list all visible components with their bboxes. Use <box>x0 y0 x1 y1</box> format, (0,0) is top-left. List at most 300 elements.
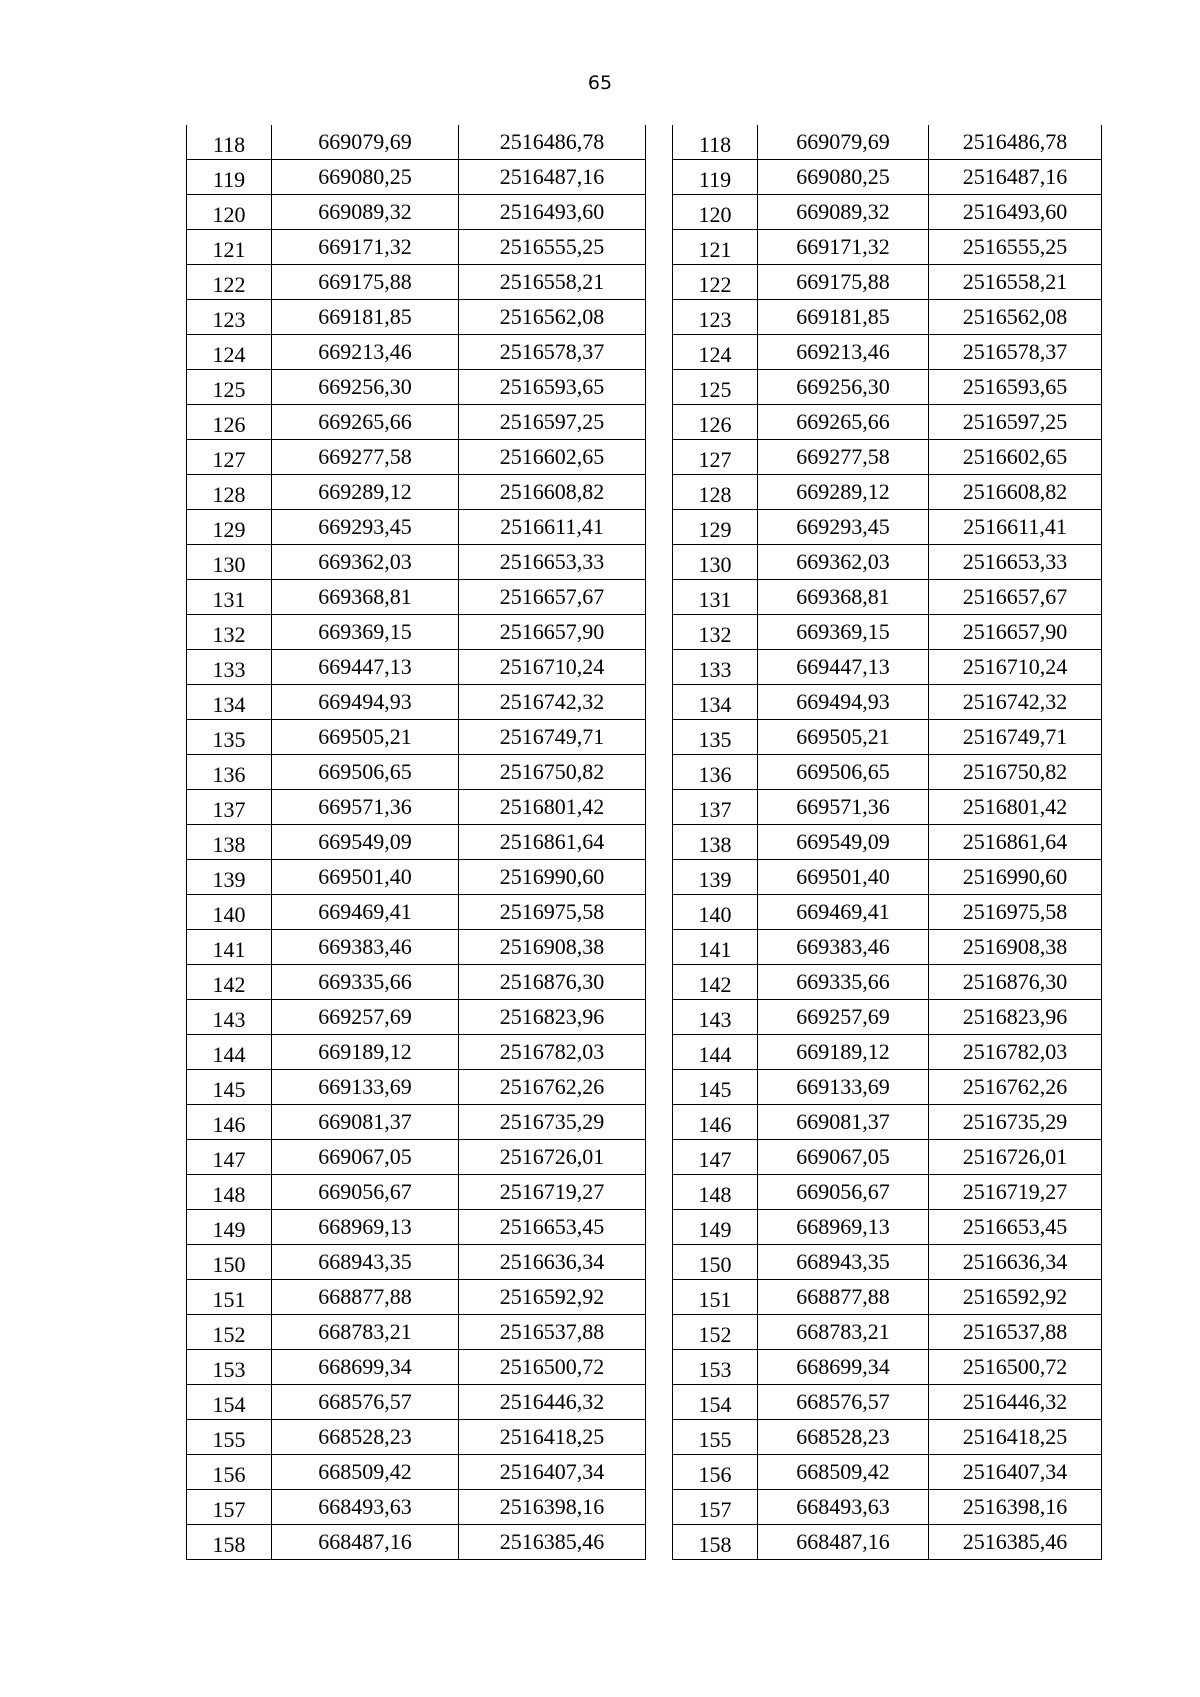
point-number-cell: 151 <box>187 1280 272 1315</box>
x-coordinate-cell: 668969,13 <box>758 1210 929 1245</box>
x-coordinate-cell: 669362,03 <box>272 545 459 580</box>
table-row <box>187 1175 646 1210</box>
table-row <box>673 545 1102 580</box>
point-number-cell: 133 <box>187 650 272 685</box>
table-row <box>673 790 1102 825</box>
x-coordinate-cell: 669335,66 <box>272 965 459 1000</box>
point-number-cell: 126 <box>673 405 758 440</box>
x-coordinate-cell: 669080,25 <box>272 160 459 195</box>
table-row <box>673 895 1102 930</box>
x-coordinate-cell: 669549,09 <box>272 825 459 860</box>
table-row <box>187 1315 646 1350</box>
table-row <box>673 1315 1102 1350</box>
point-number-cell: 122 <box>673 265 758 300</box>
y-coordinate-cell: 2516608,82 <box>929 475 1102 510</box>
x-coordinate-cell: 669079,69 <box>758 125 929 160</box>
x-coordinate-cell: 669079,69 <box>272 125 459 160</box>
table-row <box>673 720 1102 755</box>
y-coordinate-cell: 2516710,24 <box>929 650 1102 685</box>
point-number-cell: 120 <box>187 195 272 230</box>
table-row <box>187 1455 646 1490</box>
point-number-cell: 141 <box>673 930 758 965</box>
x-coordinate-cell: 669549,09 <box>758 825 929 860</box>
x-coordinate-cell: 669368,81 <box>272 580 459 615</box>
point-number-cell: 143 <box>673 1000 758 1035</box>
y-coordinate-cell: 2516407,34 <box>459 1455 646 1490</box>
y-coordinate-cell: 2516735,29 <box>929 1105 1102 1140</box>
table-row <box>673 1035 1102 1070</box>
y-coordinate-cell: 2516593,65 <box>929 370 1102 405</box>
point-number-cell: 132 <box>187 615 272 650</box>
y-coordinate-cell: 2516446,32 <box>459 1385 646 1420</box>
point-number-cell: 144 <box>187 1035 272 1070</box>
x-coordinate-cell: 668783,21 <box>758 1315 929 1350</box>
table-row <box>187 1000 646 1035</box>
point-number-cell: 137 <box>187 790 272 825</box>
x-coordinate-cell: 669256,30 <box>758 370 929 405</box>
point-number-cell: 119 <box>673 160 758 195</box>
point-number-cell: 140 <box>187 895 272 930</box>
coordinates-table-right <box>672 125 1102 1560</box>
y-coordinate-cell: 2516418,25 <box>929 1420 1102 1455</box>
x-coordinate-cell: 669277,58 <box>758 440 929 475</box>
x-coordinate-cell: 669189,12 <box>758 1035 929 1070</box>
point-number-cell: 152 <box>673 1315 758 1350</box>
x-coordinate-cell: 669501,40 <box>272 860 459 895</box>
x-coordinate-cell: 669505,21 <box>272 720 459 755</box>
y-coordinate-cell: 2516537,88 <box>929 1315 1102 1350</box>
y-coordinate-cell: 2516861,64 <box>459 825 646 860</box>
y-coordinate-cell: 2516407,34 <box>929 1455 1102 1490</box>
x-coordinate-cell: 669189,12 <box>272 1035 459 1070</box>
point-number-cell: 139 <box>673 860 758 895</box>
table-row <box>187 1140 646 1175</box>
table-row <box>673 1210 1102 1245</box>
table-row <box>187 300 646 335</box>
y-coordinate-cell: 2516653,45 <box>459 1210 646 1245</box>
y-coordinate-cell: 2516749,71 <box>929 720 1102 755</box>
table-row <box>673 580 1102 615</box>
x-coordinate-cell: 669469,41 <box>272 895 459 930</box>
point-number-cell: 141 <box>187 930 272 965</box>
table-row <box>187 1490 646 1525</box>
point-number-cell: 150 <box>187 1245 272 1280</box>
table-row <box>673 1420 1102 1455</box>
x-coordinate-cell: 669289,12 <box>272 475 459 510</box>
y-coordinate-cell: 2516555,25 <box>459 230 646 265</box>
x-coordinate-cell: 669133,69 <box>758 1070 929 1105</box>
x-coordinate-cell: 668509,42 <box>272 1455 459 1490</box>
x-coordinate-cell: 668877,88 <box>272 1280 459 1315</box>
y-coordinate-cell: 2516823,96 <box>929 1000 1102 1035</box>
y-coordinate-cell: 2516990,60 <box>459 860 646 895</box>
y-coordinate-cell: 2516653,45 <box>929 1210 1102 1245</box>
table-row <box>187 1105 646 1140</box>
table-row <box>673 370 1102 405</box>
x-coordinate-cell: 669081,37 <box>758 1105 929 1140</box>
point-number-cell: 153 <box>187 1350 272 1385</box>
y-coordinate-cell: 2516801,42 <box>459 790 646 825</box>
x-coordinate-cell: 669494,93 <box>758 685 929 720</box>
table-row <box>187 265 646 300</box>
point-number-cell: 157 <box>673 1490 758 1525</box>
table-row <box>187 370 646 405</box>
table-row <box>187 580 646 615</box>
table-row <box>673 1525 1102 1560</box>
point-number-cell: 153 <box>673 1350 758 1385</box>
x-coordinate-cell: 669080,25 <box>758 160 929 195</box>
x-coordinate-cell: 668699,34 <box>272 1350 459 1385</box>
y-coordinate-cell: 2516558,21 <box>459 265 646 300</box>
table-row <box>673 1280 1102 1315</box>
y-coordinate-cell: 2516975,58 <box>459 895 646 930</box>
x-coordinate-cell: 669213,46 <box>758 335 929 370</box>
table-row <box>187 895 646 930</box>
x-coordinate-cell: 668943,35 <box>758 1245 929 1280</box>
y-coordinate-cell: 2516653,33 <box>929 545 1102 580</box>
table-row <box>187 1035 646 1070</box>
point-number-cell: 129 <box>187 510 272 545</box>
point-number-cell: 154 <box>187 1385 272 1420</box>
point-number-cell: 148 <box>187 1175 272 1210</box>
table-row <box>673 755 1102 790</box>
y-coordinate-cell: 2516578,37 <box>459 335 646 370</box>
table-row <box>187 685 646 720</box>
table-row <box>673 1490 1102 1525</box>
table-row <box>673 930 1102 965</box>
y-coordinate-cell: 2516597,25 <box>929 405 1102 440</box>
point-number-cell: 138 <box>673 825 758 860</box>
y-coordinate-cell: 2516537,88 <box>459 1315 646 1350</box>
y-coordinate-cell: 2516486,78 <box>459 125 646 160</box>
point-number-cell: 146 <box>187 1105 272 1140</box>
table-row <box>673 1105 1102 1140</box>
point-number-cell: 152 <box>187 1315 272 1350</box>
point-number-cell: 143 <box>187 1000 272 1035</box>
x-coordinate-cell: 669383,46 <box>272 930 459 965</box>
point-number-cell: 131 <box>187 580 272 615</box>
x-coordinate-cell: 669469,41 <box>758 895 929 930</box>
point-number-cell: 130 <box>673 545 758 580</box>
table-row <box>673 1385 1102 1420</box>
table-row <box>187 160 646 195</box>
y-coordinate-cell: 2516742,32 <box>459 685 646 720</box>
point-number-cell: 147 <box>673 1140 758 1175</box>
table-row <box>673 265 1102 300</box>
point-number-cell: 147 <box>187 1140 272 1175</box>
table-row <box>673 650 1102 685</box>
point-number-cell: 137 <box>673 790 758 825</box>
x-coordinate-cell: 668877,88 <box>758 1280 929 1315</box>
table-row <box>673 825 1102 860</box>
x-coordinate-cell: 669171,32 <box>758 230 929 265</box>
point-number-cell: 155 <box>673 1420 758 1455</box>
x-coordinate-cell: 668943,35 <box>272 1245 459 1280</box>
point-number-cell: 132 <box>673 615 758 650</box>
point-number-cell: 125 <box>187 370 272 405</box>
y-coordinate-cell: 2516657,67 <box>929 580 1102 615</box>
x-coordinate-cell: 669494,93 <box>272 685 459 720</box>
point-number-cell: 158 <box>673 1525 758 1560</box>
x-coordinate-cell: 669181,85 <box>758 300 929 335</box>
table-row <box>187 1420 646 1455</box>
x-coordinate-cell: 669571,36 <box>758 790 929 825</box>
table-row <box>187 1280 646 1315</box>
point-number-cell: 148 <box>673 1175 758 1210</box>
table-row <box>673 615 1102 650</box>
table-row <box>187 195 646 230</box>
point-number-cell: 134 <box>673 685 758 720</box>
x-coordinate-cell: 669265,66 <box>272 405 459 440</box>
point-number-cell: 129 <box>673 510 758 545</box>
point-number-cell: 138 <box>187 825 272 860</box>
point-number-cell: 127 <box>187 440 272 475</box>
y-coordinate-cell: 2516385,46 <box>459 1525 646 1560</box>
table-row <box>187 440 646 475</box>
table-row <box>187 930 646 965</box>
point-number-cell: 120 <box>673 195 758 230</box>
x-coordinate-cell: 669369,15 <box>272 615 459 650</box>
x-coordinate-cell: 669506,65 <box>272 755 459 790</box>
x-coordinate-cell: 669362,03 <box>758 545 929 580</box>
y-coordinate-cell: 2516398,16 <box>459 1490 646 1525</box>
table-row <box>187 1385 646 1420</box>
x-coordinate-cell: 669089,32 <box>758 195 929 230</box>
y-coordinate-cell: 2516801,42 <box>929 790 1102 825</box>
x-coordinate-cell: 669133,69 <box>272 1070 459 1105</box>
table-row <box>187 825 646 860</box>
x-coordinate-cell: 668487,16 <box>272 1525 459 1560</box>
table-row <box>673 1245 1102 1280</box>
x-coordinate-cell: 669089,32 <box>272 195 459 230</box>
table-row <box>187 510 646 545</box>
point-number-cell: 126 <box>187 405 272 440</box>
y-coordinate-cell: 2516657,90 <box>459 615 646 650</box>
point-number-cell: 134 <box>187 685 272 720</box>
x-coordinate-cell: 669067,05 <box>272 1140 459 1175</box>
x-coordinate-cell: 669256,30 <box>272 370 459 405</box>
x-coordinate-cell: 669505,21 <box>758 720 929 755</box>
table-row <box>187 755 646 790</box>
point-number-cell: 131 <box>673 580 758 615</box>
table-row <box>187 335 646 370</box>
y-coordinate-cell: 2516762,26 <box>929 1070 1102 1105</box>
y-coordinate-cell: 2516861,64 <box>929 825 1102 860</box>
point-number-cell: 149 <box>673 1210 758 1245</box>
table-row <box>673 300 1102 335</box>
x-coordinate-cell: 669213,46 <box>272 335 459 370</box>
y-coordinate-cell: 2516555,25 <box>929 230 1102 265</box>
x-coordinate-cell: 669257,69 <box>272 1000 459 1035</box>
table-row <box>673 1175 1102 1210</box>
table-row <box>673 1350 1102 1385</box>
y-coordinate-cell: 2516749,71 <box>459 720 646 755</box>
x-coordinate-cell: 669257,69 <box>758 1000 929 1035</box>
x-coordinate-cell: 669067,05 <box>758 1140 929 1175</box>
point-number-cell: 144 <box>673 1035 758 1070</box>
y-coordinate-cell: 2516385,46 <box>929 1525 1102 1560</box>
y-coordinate-cell: 2516636,34 <box>929 1245 1102 1280</box>
x-coordinate-cell: 668487,16 <box>758 1525 929 1560</box>
y-coordinate-cell: 2516608,82 <box>459 475 646 510</box>
y-coordinate-cell: 2516876,30 <box>929 965 1102 1000</box>
table-row <box>187 230 646 265</box>
table-row <box>187 545 646 580</box>
y-coordinate-cell: 2516593,65 <box>459 370 646 405</box>
table-row <box>673 1140 1102 1175</box>
y-coordinate-cell: 2516493,60 <box>929 195 1102 230</box>
point-number-cell: 130 <box>187 545 272 580</box>
point-number-cell: 121 <box>673 230 758 265</box>
point-number-cell: 123 <box>187 300 272 335</box>
point-number-cell: 150 <box>673 1245 758 1280</box>
y-coordinate-cell: 2516562,08 <box>929 300 1102 335</box>
table-row <box>673 1000 1102 1035</box>
point-number-cell: 145 <box>673 1070 758 1105</box>
y-coordinate-cell: 2516592,92 <box>929 1280 1102 1315</box>
x-coordinate-cell: 669081,37 <box>272 1105 459 1140</box>
table-row <box>673 1455 1102 1490</box>
y-coordinate-cell: 2516562,08 <box>459 300 646 335</box>
table-row <box>187 1525 646 1560</box>
table-row <box>187 860 646 895</box>
point-number-cell: 128 <box>673 475 758 510</box>
y-coordinate-cell: 2516500,72 <box>929 1350 1102 1385</box>
y-coordinate-cell: 2516750,82 <box>929 755 1102 790</box>
y-coordinate-cell: 2516908,38 <box>929 930 1102 965</box>
y-coordinate-cell: 2516710,24 <box>459 650 646 685</box>
point-number-cell: 158 <box>187 1525 272 1560</box>
point-number-cell: 136 <box>187 755 272 790</box>
x-coordinate-cell: 669293,45 <box>758 510 929 545</box>
y-coordinate-cell: 2516719,27 <box>929 1175 1102 1210</box>
table-row <box>673 195 1102 230</box>
table-row <box>187 1350 646 1385</box>
point-number-cell: 135 <box>673 720 758 755</box>
point-number-cell: 123 <box>673 300 758 335</box>
x-coordinate-cell: 669175,88 <box>758 265 929 300</box>
table-row <box>673 125 1102 160</box>
x-coordinate-cell: 669501,40 <box>758 860 929 895</box>
point-number-cell: 139 <box>187 860 272 895</box>
y-coordinate-cell: 2516726,01 <box>929 1140 1102 1175</box>
point-number-cell: 142 <box>673 965 758 1000</box>
y-coordinate-cell: 2516578,37 <box>929 335 1102 370</box>
x-coordinate-cell: 669447,13 <box>758 650 929 685</box>
point-number-cell: 157 <box>187 1490 272 1525</box>
coordinates-table-left <box>186 125 646 1560</box>
table-row <box>673 965 1102 1000</box>
point-number-cell: 135 <box>187 720 272 755</box>
table-row <box>673 860 1102 895</box>
x-coordinate-cell: 668783,21 <box>272 1315 459 1350</box>
y-coordinate-cell: 2516493,60 <box>459 195 646 230</box>
y-coordinate-cell: 2516742,32 <box>929 685 1102 720</box>
table-row <box>187 1070 646 1105</box>
x-coordinate-cell: 669383,46 <box>758 930 929 965</box>
point-number-cell: 118 <box>673 125 758 160</box>
x-coordinate-cell: 669293,45 <box>272 510 459 545</box>
table-row <box>187 1210 646 1245</box>
y-coordinate-cell: 2516486,78 <box>929 125 1102 160</box>
point-number-cell: 125 <box>673 370 758 405</box>
y-coordinate-cell: 2516726,01 <box>459 1140 646 1175</box>
x-coordinate-cell: 668699,34 <box>758 1350 929 1385</box>
point-number-cell: 156 <box>673 1455 758 1490</box>
y-coordinate-cell: 2516636,34 <box>459 1245 646 1280</box>
table-row <box>187 720 646 755</box>
point-number-cell: 156 <box>187 1455 272 1490</box>
y-coordinate-cell: 2516975,58 <box>929 895 1102 930</box>
x-coordinate-cell: 668493,63 <box>272 1490 459 1525</box>
y-coordinate-cell: 2516719,27 <box>459 1175 646 1210</box>
point-number-cell: 118 <box>187 125 272 160</box>
point-number-cell: 145 <box>187 1070 272 1105</box>
table-row <box>187 790 646 825</box>
y-coordinate-cell: 2516592,92 <box>459 1280 646 1315</box>
y-coordinate-cell: 2516602,65 <box>929 440 1102 475</box>
y-coordinate-cell: 2516602,65 <box>459 440 646 475</box>
y-coordinate-cell: 2516657,90 <box>929 615 1102 650</box>
table-row <box>187 405 646 440</box>
point-number-cell: 119 <box>187 160 272 195</box>
x-coordinate-cell: 669056,67 <box>272 1175 459 1210</box>
x-coordinate-cell: 668528,23 <box>758 1420 929 1455</box>
y-coordinate-cell: 2516558,21 <box>929 265 1102 300</box>
y-coordinate-cell: 2516990,60 <box>929 860 1102 895</box>
point-number-cell: 155 <box>187 1420 272 1455</box>
point-number-cell: 128 <box>187 475 272 510</box>
point-number-cell: 133 <box>673 650 758 685</box>
table-row <box>187 1245 646 1280</box>
point-number-cell: 142 <box>187 965 272 1000</box>
x-coordinate-cell: 669171,32 <box>272 230 459 265</box>
x-coordinate-cell: 668576,57 <box>272 1385 459 1420</box>
x-coordinate-cell: 668493,63 <box>758 1490 929 1525</box>
table-row <box>187 125 646 160</box>
y-coordinate-cell: 2516398,16 <box>929 1490 1102 1525</box>
y-coordinate-cell: 2516823,96 <box>459 1000 646 1035</box>
x-coordinate-cell: 669175,88 <box>272 265 459 300</box>
x-coordinate-cell: 669056,67 <box>758 1175 929 1210</box>
table-row <box>673 475 1102 510</box>
table-row <box>673 510 1102 545</box>
x-coordinate-cell: 668969,13 <box>272 1210 459 1245</box>
point-number-cell: 140 <box>673 895 758 930</box>
table-row <box>187 475 646 510</box>
x-coordinate-cell: 668576,57 <box>758 1385 929 1420</box>
y-coordinate-cell: 2516487,16 <box>929 160 1102 195</box>
y-coordinate-cell: 2516500,72 <box>459 1350 646 1385</box>
y-coordinate-cell: 2516653,33 <box>459 545 646 580</box>
y-coordinate-cell: 2516611,41 <box>929 510 1102 545</box>
y-coordinate-cell: 2516750,82 <box>459 755 646 790</box>
y-coordinate-cell: 2516418,25 <box>459 1420 646 1455</box>
x-coordinate-cell: 668509,42 <box>758 1455 929 1490</box>
point-number-cell: 151 <box>673 1280 758 1315</box>
x-coordinate-cell: 669289,12 <box>758 475 929 510</box>
table-row <box>673 440 1102 475</box>
x-coordinate-cell: 669335,66 <box>758 965 929 1000</box>
table-row <box>187 615 646 650</box>
y-coordinate-cell: 2516657,67 <box>459 580 646 615</box>
x-coordinate-cell: 669447,13 <box>272 650 459 685</box>
x-coordinate-cell: 669368,81 <box>758 580 929 615</box>
point-number-cell: 136 <box>673 755 758 790</box>
y-coordinate-cell: 2516446,32 <box>929 1385 1102 1420</box>
point-number-cell: 149 <box>187 1210 272 1245</box>
x-coordinate-cell: 669181,85 <box>272 300 459 335</box>
